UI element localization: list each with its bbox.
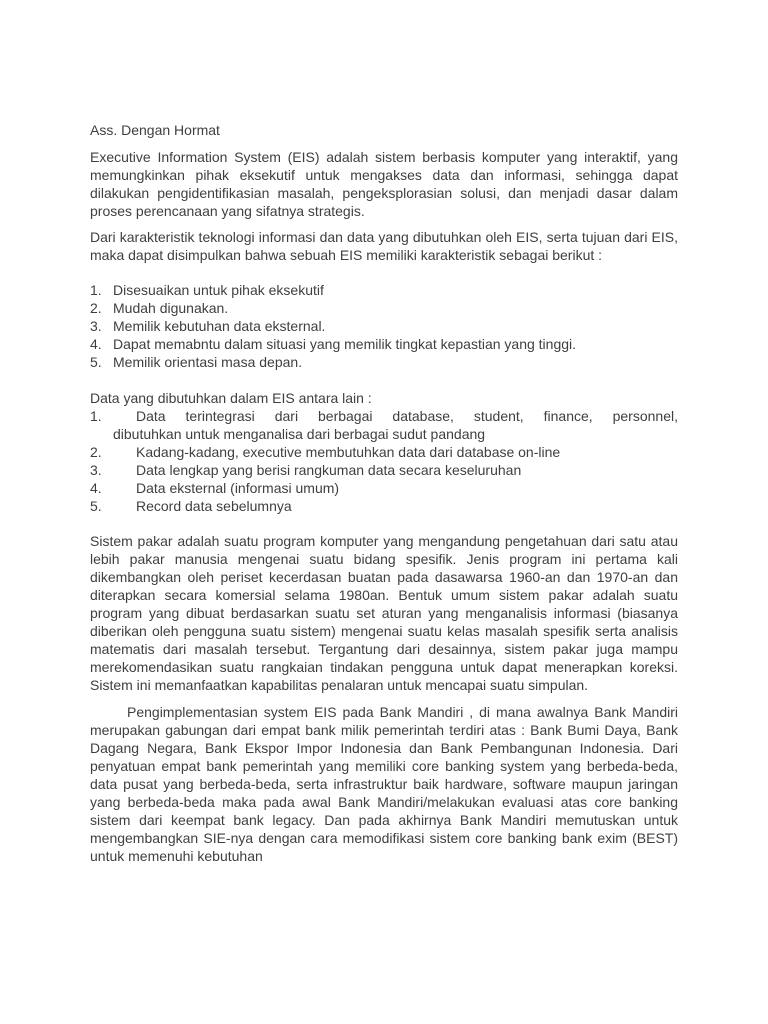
list-item — [90, 443, 678, 461]
list-number: 2. — [90, 300, 102, 316]
list-number: 3. — [90, 462, 102, 478]
list-number: 1. — [90, 282, 102, 298]
list-text: Record data sebelumnya — [136, 498, 292, 514]
list-item — [90, 407, 678, 443]
paragraph-eis-definition: Executive Information System (EIS) adalah sistem berbasis komputer yang interaktif, yang memungkinkan pihak eksekutif untuk mengakses data dan informasi, sehingga dapat dilakukan pengidentifikasian masalah, pengeksplorasian solusi, dan menjadi dasar dalam proses perencanaan yang sifatnya strategis. — [90, 149, 678, 219]
list-number: 5. — [90, 354, 102, 370]
data-needs-heading: Data yang dibutuhkan dalam EIS antara lain : — [90, 390, 372, 406]
list-item — [90, 353, 678, 371]
characteristics-list — [90, 281, 678, 371]
list-text: Dapat memabntu dalam situasi yang memilik tingkat kepastian yang tinggi. — [113, 336, 577, 352]
list-item — [90, 281, 678, 299]
list-number: 4. — [90, 336, 102, 352]
list-item — [90, 497, 678, 515]
greeting: Ass. Dengan Hormat — [90, 122, 220, 138]
data-needs-list — [90, 407, 678, 515]
list-text: Memilik orientasi masa depan. — [113, 354, 303, 370]
list-number: 5. — [90, 498, 102, 514]
list-text: Data lengkap yang berisi rangkuman data secara keseluruhan — [136, 462, 522, 478]
list-text: Mudah digunakan. — [113, 300, 229, 316]
paragraph-eis-characteristics-intro: Dari karakteristik teknologi informasi dan data yang dibutuhkan oleh EIS, serta tujuan dari EIS, maka dapat disimpulkan bahwa sebuah EIS memiliki karakteristik sebagai berikut : — [90, 229, 678, 263]
list-number: 3. — [90, 318, 102, 334]
list-text: Kadang-kadang, executive membutuhkan data dari database on-line — [136, 444, 561, 460]
list-text: Data eksternal (informasi umum) — [136, 480, 340, 496]
list-number: 1. — [90, 408, 102, 424]
paragraph-expert-system: Sistem pakar adalah suatu program komputer yang mengandung pengetahuan dari satu atau lebih pakar manusia mengenai suatu bidang spesifik. Jenis program ini pertama kali dikembangkan oleh periset kecerdasan buatan pada dasawarsa 1960-an dan 1970-an dan diterapkan secara komersial selama 1980an. Bentuk umum sistem pakar adalah suatu program yang dibuat berdasarkan suatu set aturan yang menganalisis informasi (biasanya diberikan oleh pengguna suatu sistem) mengenai suatu kelas masalah spesifik serta analisis matematis dari masalah tersebut. Tergantung dari desainnya, sistem pakar juga mampu merekomendasikan suatu rangkaian tindakan pengguna untuk dapat menerapkan koreksi. Sistem ini memanfaatkan kapabilitas penalaran untuk mencapai suatu simpulan. — [90, 533, 678, 693]
list-text: Memilik kebutuhan data eksternal. — [113, 318, 326, 334]
document-body — [90, 121, 678, 865]
list-item — [90, 479, 678, 497]
list-number: 4. — [90, 480, 102, 496]
list-item — [90, 299, 678, 317]
list-item — [90, 461, 678, 479]
list-text-continued: dibutuhkan untuk menganalisa dari berbagai sudut pandang — [113, 426, 486, 442]
list-number: 2. — [90, 444, 102, 460]
list-item — [90, 317, 678, 335]
paragraph-bank-mandiri: Pengimplementasian system EIS pada Bank Mandiri , di mana awalnya Bank Mandiri merupakan gabungan dari empat bank milik pemerintah terdiri atas : Bank Bumi Daya, Bank Dagang Negara, Bank Ekspor Impor Indonesia dan Bank Pembangunan Indonesia. Dari penyatuan empat bank pemerintah yang memiliki core banking system yang berbeda-beda, data pusat yang berbeda-beda, serta infrastruktur baik hardware, software maupun jaringan yang berbeda-beda maka pada awal Bank Mandiri/melakukan evaluasi atas core banking sistem dari keempat bank legacy. Dan pada akhirnya Bank Mandiri memutuskan untuk mengembangkan SIE-nya dengan cara memodifikasi sistem core banking bank exim (BEST) untuk memenuhi kebutuhan — [90, 704, 678, 864]
list-text: Data terintegrasi dari berbagai database, student, finance, personnel, — [136, 408, 678, 424]
list-text: Disesuaikan untuk pihak eksekutif — [113, 282, 324, 298]
list-item — [90, 335, 678, 353]
